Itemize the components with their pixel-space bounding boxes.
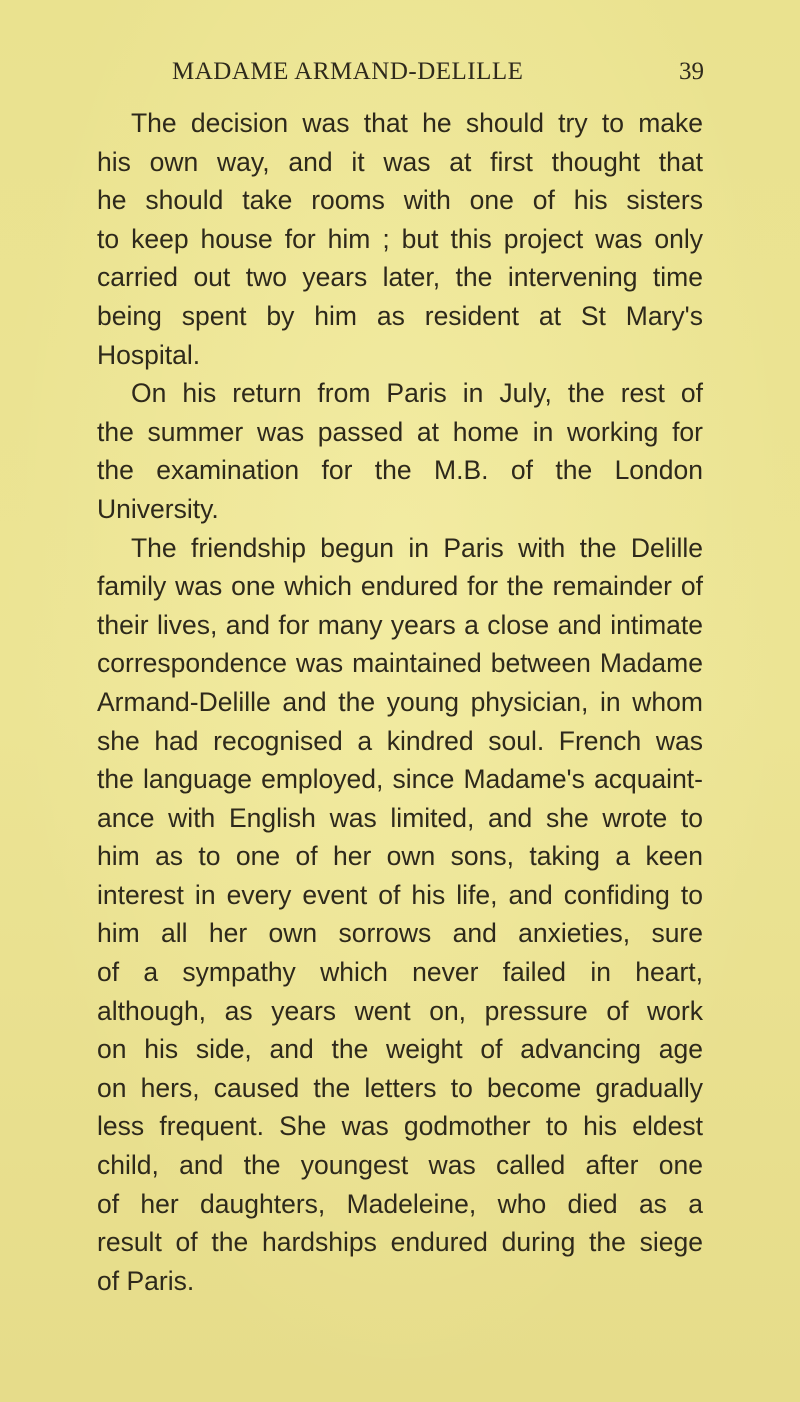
- text-line: their lives, and for many years a close and intimate: [97, 609, 703, 640]
- text-line: on hers, caused the letters to become gradually: [97, 1072, 703, 1103]
- text-line: the language employed, since Madame's acquaint-: [97, 764, 703, 795]
- text-line: of a sympathy which never failed in heart,: [97, 957, 703, 988]
- text-line: less frequent. She was godmother to his eldest: [97, 1111, 703, 1142]
- text-line: Armand-Delille and the young physician, in whom: [97, 686, 703, 717]
- text-line: child, and the youngest was called after one: [97, 1150, 703, 1181]
- running-head: [172, 58, 704, 94]
- text-line: On his return from Paris in July, the rest of: [131, 378, 703, 409]
- text-line: of Paris.: [97, 1265, 195, 1296]
- text-line: his own way, and it was at first thought that: [97, 146, 703, 177]
- body-text: [97, 104, 703, 1300]
- text-line: family was one which endured for the remainder of: [97, 571, 703, 602]
- text-line: correspondence was maintained between Madame: [97, 648, 703, 679]
- text-line: him all her own sorrows and anxieties, sure: [97, 918, 703, 949]
- text-line: him as to one of her own sons, taking a keen: [97, 841, 703, 872]
- text-line: Hospital.: [97, 339, 201, 370]
- text-line: the examination for the M.B. of the London: [97, 455, 703, 486]
- text-line: University.: [97, 493, 219, 524]
- text-line: ance with English was limited, and she wrote to: [97, 802, 703, 833]
- text-line: of her daughters, Madeleine, who died as a: [97, 1188, 703, 1219]
- text-line: The friendship begun in Paris with the Delille: [131, 532, 703, 563]
- text-line: he should take rooms with one of his sisters: [97, 185, 703, 216]
- text-line: interest in every event of his life, and confiding to: [97, 879, 703, 910]
- text-line: result of the hardships endured during the siege: [97, 1227, 703, 1258]
- text-line: to keep house for him ; but this project was only: [97, 223, 703, 254]
- running-title: MADAME ARMAND-DELILLE: [172, 58, 524, 85]
- text-line: The decision was that he should try to make: [131, 108, 703, 138]
- text-line: carried out two years later, the intervening time: [97, 262, 703, 293]
- text-line: being spent by him as resident at St Mary's: [97, 300, 703, 331]
- text-line: the summer was passed at home in working for: [97, 416, 703, 447]
- page-number: 39: [679, 58, 704, 85]
- text-line: on his side, and the weight of advancing age: [97, 1034, 703, 1065]
- text-line: she had recognised a kindred soul. French was: [97, 725, 703, 756]
- text-line: although, as years went on, pressure of work: [97, 995, 703, 1026]
